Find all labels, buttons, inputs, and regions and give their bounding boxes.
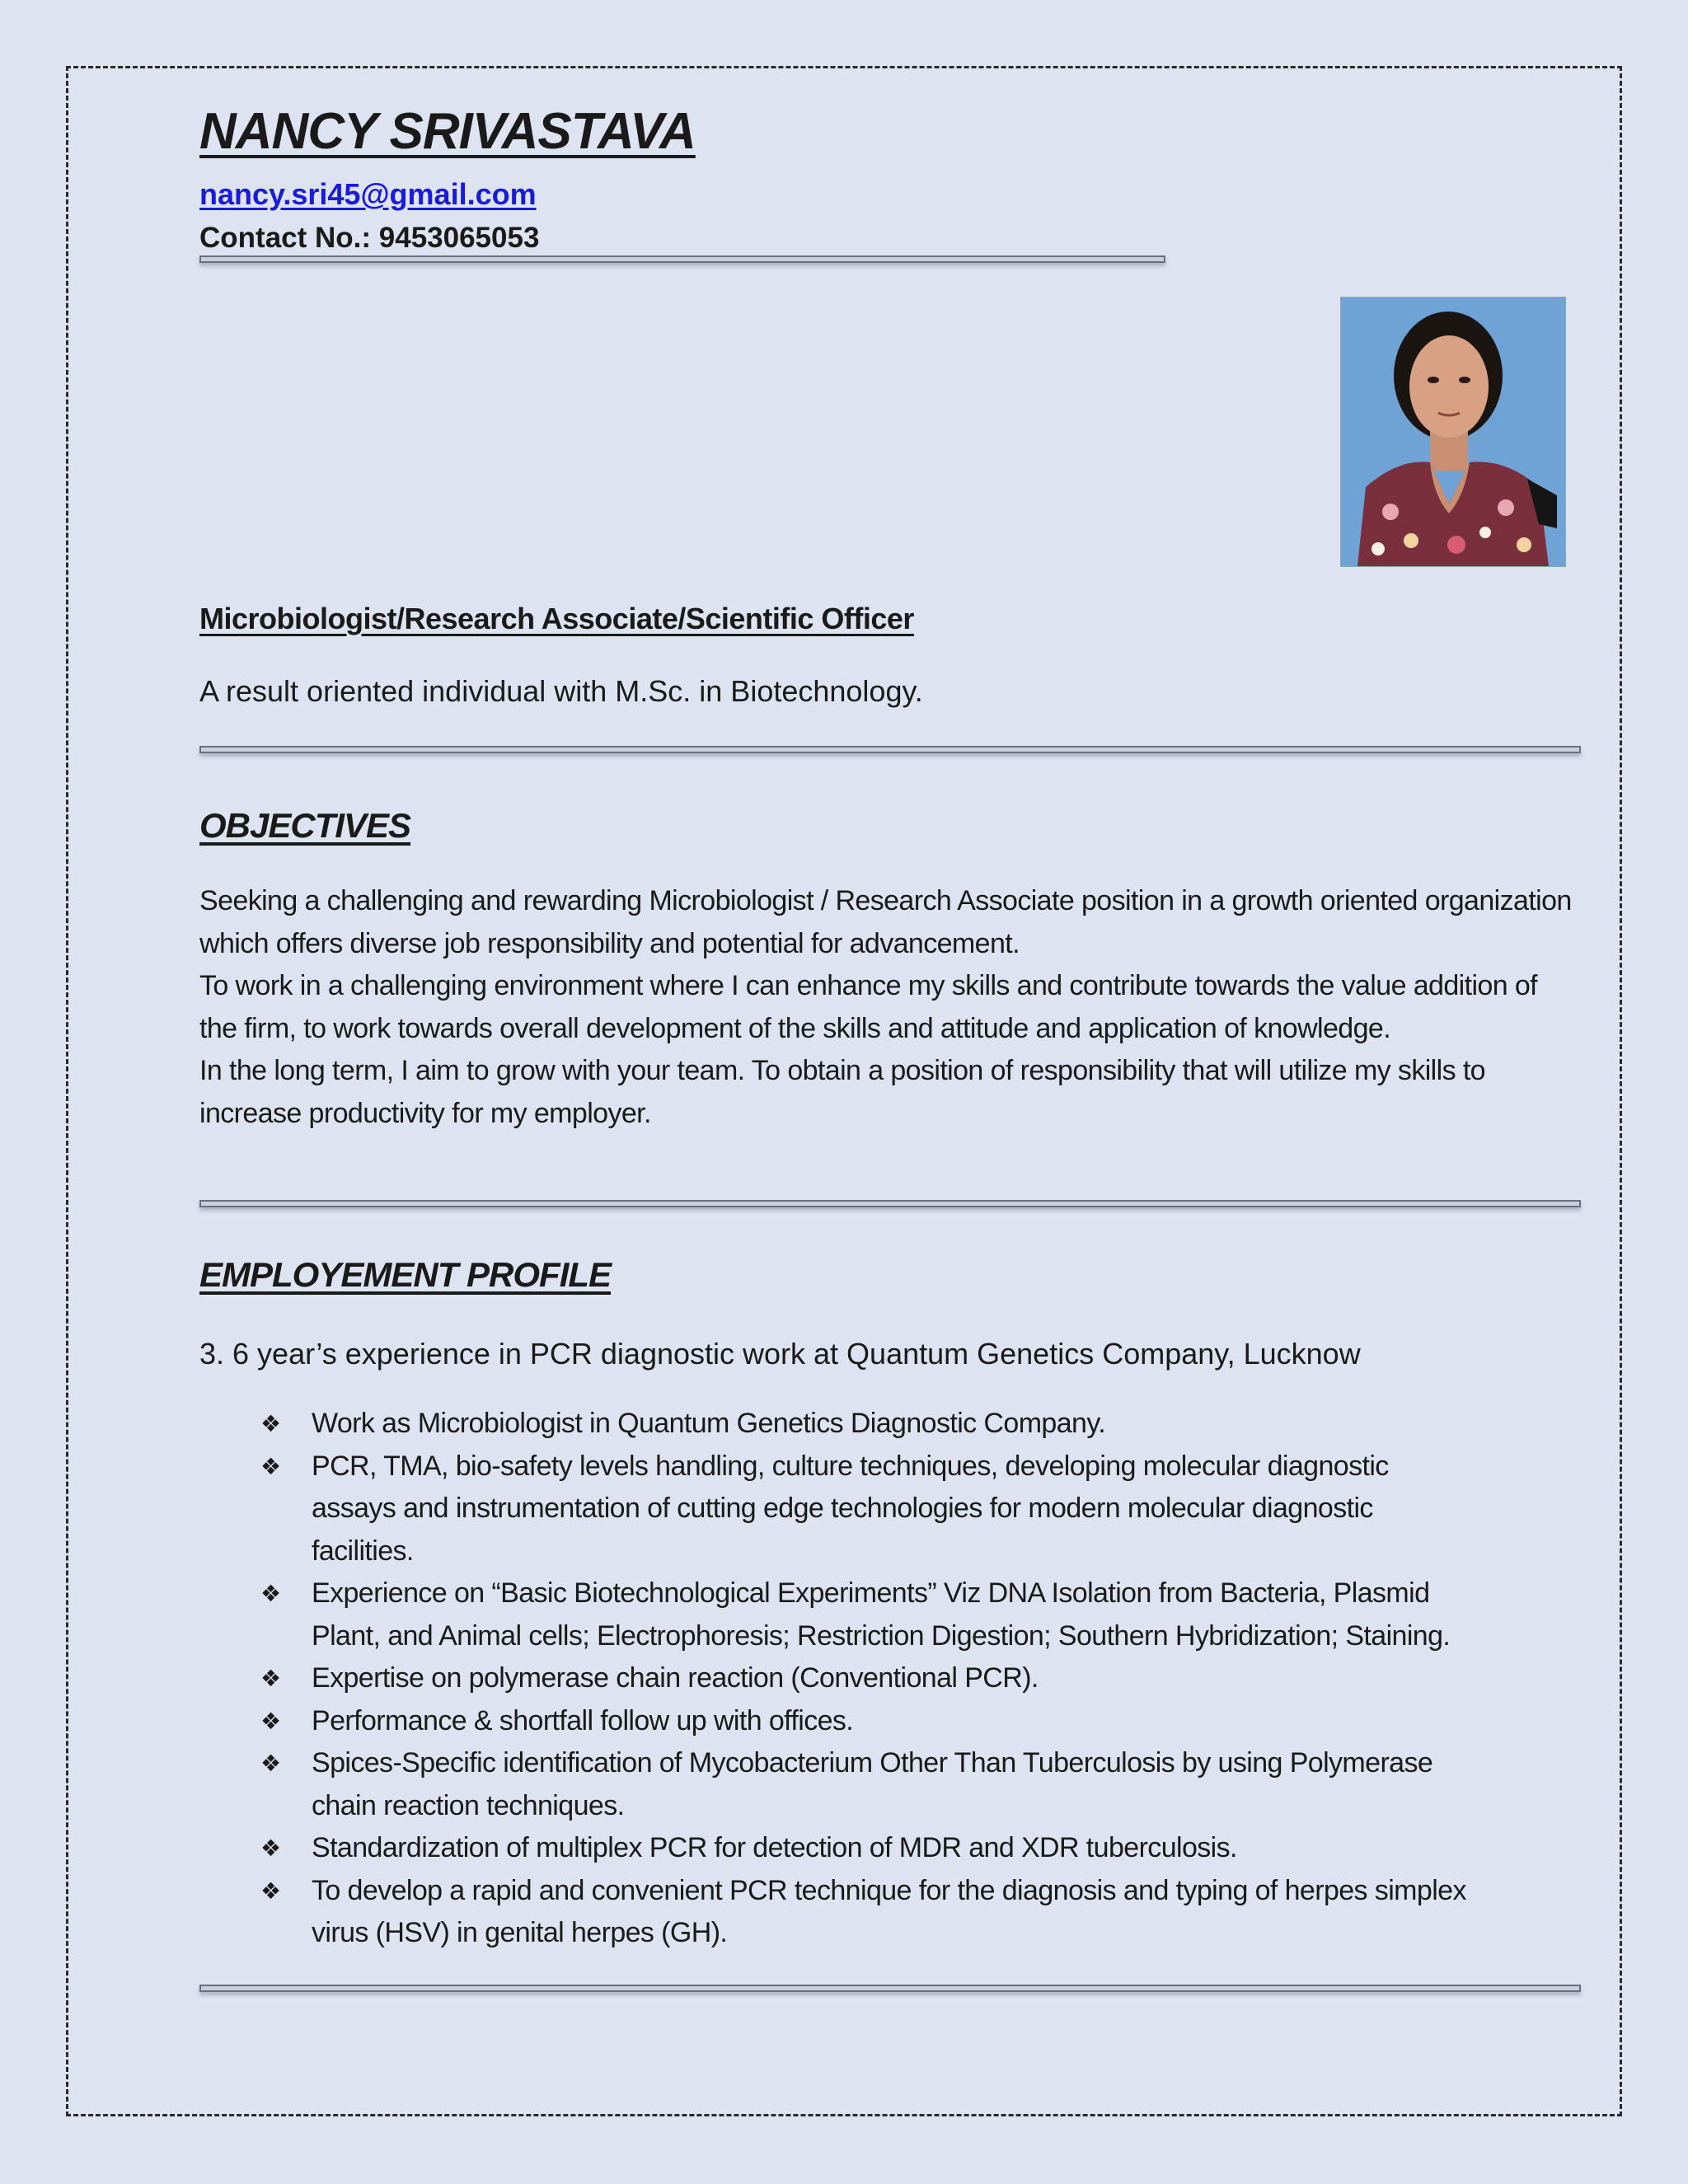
bullet-text: Work as Microbiologist in Quantum Genetics Diagnostic Company. <box>312 1408 1106 1439</box>
role-title: Microbiologist/Research Associate/Scientific Officer <box>199 602 914 635</box>
contact-number: Contact No.: 9453065053 <box>199 222 540 254</box>
profile-photo <box>1340 297 1566 567</box>
experience-summary: 3. 6 year’s experience in PCR diagnostic work at Quantum Genetics Company, Lucknow <box>199 1337 1361 1371</box>
diamond-bullet-icon: ❖ <box>260 1835 281 1861</box>
objective-paragraph: To work in a challenging environment where I can enhance my skills and contribute towards the value addition of the firm, to work towards overall development of the skills and attitude and application of knowledge. <box>199 970 1538 1044</box>
objectives-heading: OBJECTIVES <box>199 806 411 845</box>
list-item <box>199 1403 1469 1446</box>
bullet-text: Standardization of multiplex PCR for detection of MDR and XDR tuberculosis. <box>312 1832 1237 1863</box>
diamond-bullet-icon: ❖ <box>260 1453 281 1479</box>
objective-paragraph: In the long term, I aim to grow with your team. To obtain a position of responsibility that will utilize my skills to increase productivity for my employer. <box>199 1055 1485 1129</box>
diamond-bullet-icon: ❖ <box>260 1411 281 1436</box>
employment-heading: EMPLOYEMENT PROFILE <box>199 1255 612 1294</box>
section-divider <box>199 1200 1581 1207</box>
bullet-text: Performance & shortfall follow up with offices. <box>312 1704 854 1736</box>
resume-header <box>199 99 1581 263</box>
candidate-name: NANCY SRIVASTAVA <box>199 103 696 160</box>
diamond-bullet-icon: ❖ <box>260 1877 281 1904</box>
objectives-section <box>199 880 1581 1135</box>
bullet-text: PCR, TMA, bio-safety levels handling, culture techniques, developing molecular diagnostic assays and instrumentation of cutting edge technologies for modern molecular diagnostic facilities. <box>312 1450 1389 1567</box>
bullet-text: To develop a rapid and convenient PCR technique for the diagnosis and typing of herpes simplex virus (HSV) in genital herpes (GH). <box>312 1874 1466 1948</box>
diamond-bullet-icon: ❖ <box>260 1581 281 1606</box>
objective-paragraph: Seeking a challenging and rewarding Microbiologist / Research Associate position in a growth oriented organization which offers diverse job responsibility and potential for advancement. <box>199 885 1572 959</box>
bullet-text: Spices-Specific identification of Mycobacterium Other Than Tuberculosis by using Polymerase chain reaction techniques. <box>312 1747 1433 1821</box>
diamond-bullet-icon: ❖ <box>260 1750 281 1776</box>
list-item <box>199 1827 1469 1870</box>
diamond-bullet-icon: ❖ <box>260 1666 281 1691</box>
section-divider <box>199 746 1581 753</box>
bullet-text: Experience on “Basic Biotechnological Experiments” Viz DNA Isolation from Bacteria, Plasmid Plant, and Animal cells; Electrophoresis; Restriction Digestion; Southern Hybridization; Staining. <box>312 1577 1451 1652</box>
list-item <box>199 1870 1469 1955</box>
employment-bullets <box>199 1403 1469 1955</box>
list-item <box>199 1700 1469 1743</box>
list-item <box>199 1572 1469 1657</box>
list-item <box>199 1742 1469 1827</box>
bullet-text: Expertise on polymerase chain reaction (Conventional PCR). <box>312 1662 1039 1694</box>
email-link[interactable]: nancy.sri45@gmail.com <box>199 177 537 211</box>
summary-line: A result oriented individual with M.Sc. in Biotechnology. <box>199 674 923 708</box>
list-item <box>199 1657 1469 1700</box>
list-item <box>199 1446 1469 1573</box>
diamond-bullet-icon: ❖ <box>260 1708 281 1734</box>
section-divider <box>199 1985 1581 1992</box>
